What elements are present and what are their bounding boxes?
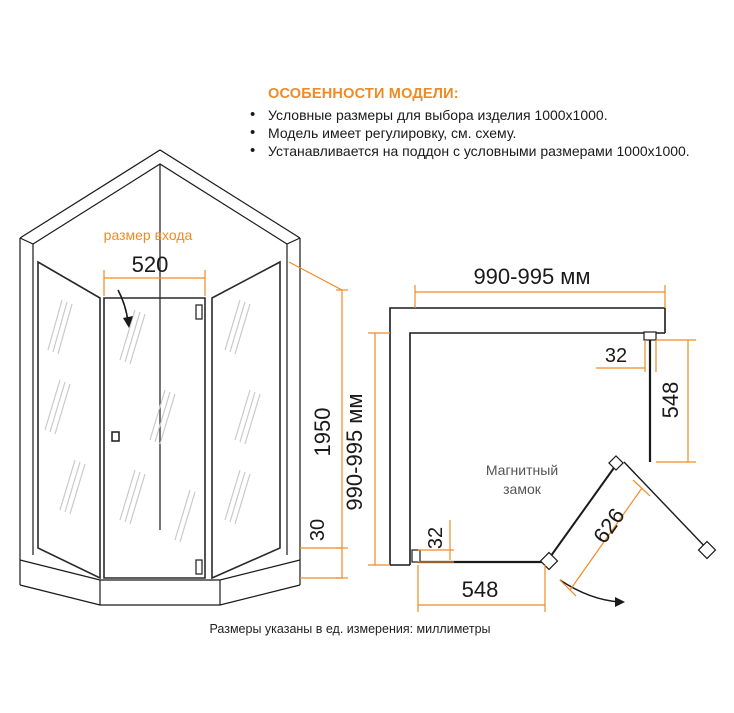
hinge-bottom [196,560,202,574]
height-value: 1950 [310,407,335,457]
tray [20,560,300,605]
features-title: ОСОБЕННОСТИ МОДЕЛИ: [268,86,459,102]
glass-panels [38,262,280,578]
tray-height-value: 30 [307,518,329,542]
door-handle [112,432,119,441]
feature-item: • Условные размеры для выбора изделия 1000х1000. [248,106,718,124]
units-caption: Размеры указаны в ед. измерения: миллиметры [209,622,491,636]
hinge-top [196,305,202,319]
plan-view [342,264,715,612]
offset-left-value: 32 [425,526,447,550]
side-right-value: 548 [658,381,683,419]
door-swing-arrow [560,580,620,602]
offset-top-value: 32 [604,345,628,367]
wall-outline [20,150,300,585]
plan-depth: 990-995 мм [342,393,367,511]
left-panel [38,262,100,578]
depth-dimension [368,333,390,565]
glass-reflections [45,300,260,542]
entry-width: 520 [131,252,169,277]
lock-label-line2: замок [503,481,541,497]
plan-width: 990-995 мм [473,264,591,289]
feature-item: • Устанавливается на поддон с условными размерами 1000х1000. [248,142,718,160]
door-open-arrow [118,290,128,322]
door-value: 626 [588,503,630,548]
plan-fittings [412,332,715,569]
swing-arrowhead-icon [615,597,625,607]
feature-item: • Модель имеет регулировку, см. схему. [248,124,718,142]
front-view [20,150,348,605]
plan-glass [418,340,710,562]
entry-label: размер входа [103,227,193,243]
lock-label-line1: Магнитный [485,462,559,478]
side-bottom-value: 548 [461,577,499,602]
